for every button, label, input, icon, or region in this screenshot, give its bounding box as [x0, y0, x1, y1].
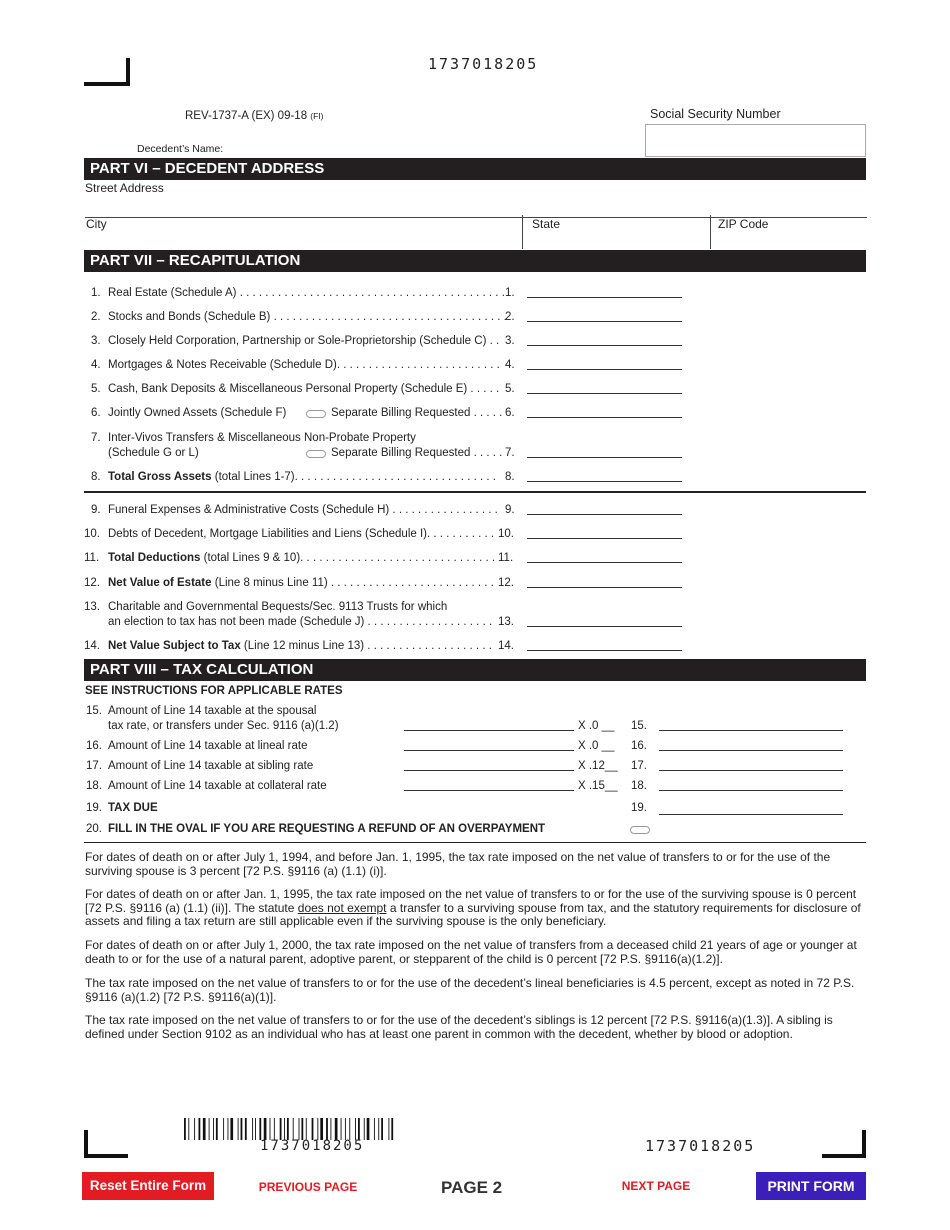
street-address-input[interactable] [85, 195, 867, 218]
barcode-bar [274, 1118, 275, 1140]
city-label: City [86, 217, 107, 231]
paragraph-2 [85, 888, 866, 929]
recap-line-ref: 8. [505, 471, 515, 483]
recap-line-text: Cash, Bank Deposits & Miscellaneous Personal Property (Schedule E) [108, 383, 468, 395]
tax-line-ref: 16. [631, 740, 647, 752]
paragraph-2-end: a transfer to a surviving spouse from tax, and the statutory requirements for disclosure of assets and filing a tax return are still applicable even if the surviving spouse is the only beneficiary. [85, 900, 861, 928]
taxable-amount-field[interactable] [404, 730, 574, 731]
recap-line-label [108, 576, 494, 590]
recap-line-bold: Total Gross Assets [108, 471, 212, 483]
barcode-bar [320, 1118, 323, 1140]
barcode-bar [364, 1118, 365, 1140]
recap-line-text: Mortgages & Notes Receivable (Schedule D) [108, 359, 337, 371]
separate-billing-label [331, 406, 502, 420]
barcode-bar [367, 1118, 370, 1140]
separate-billing-oval[interactable] [306, 410, 326, 418]
recap-line-text: Inter-Vivos Transfers & Miscellaneous Non-Probate Property [108, 432, 416, 444]
recap-amount-field[interactable] [527, 626, 682, 627]
recap-line-dots: . . . . . . . . . . . . . . . . . . . . . . . . . . [327, 577, 494, 589]
tax-line-number: 18. [86, 780, 102, 792]
tax-amount-field[interactable] [659, 790, 843, 791]
recap-line-number: 7. [91, 432, 101, 444]
recap-line-label [108, 358, 500, 372]
recap-line-text: (total Lines 9 & 10) [200, 552, 301, 564]
barcode-bar [312, 1118, 314, 1140]
tax-line-ref: 17. [631, 760, 647, 772]
form-id-suffix: (FI) [310, 111, 324, 121]
recap-line-number: 2. [91, 311, 101, 323]
tax-line-number: 16. [86, 740, 102, 752]
tax-rate-label: X .0 __ [578, 740, 615, 752]
recap-line-dots: . . . . . [467, 383, 500, 395]
recap-line-dots: . . [486, 335, 500, 347]
recap-amount-field[interactable] [527, 369, 682, 370]
recap-line-label [108, 310, 507, 324]
recap-line-bold: Total Deductions [108, 552, 201, 564]
recap-line-text: (total Lines 1-7) [211, 471, 295, 483]
recap-amount-field[interactable] [527, 514, 682, 515]
barcode-bar [209, 1118, 210, 1140]
recap-line-text-2: an election to tax has not been made (Schedule J) [108, 616, 365, 628]
barcode-bar [335, 1118, 338, 1140]
corner-mark-bottom-right [818, 1128, 868, 1160]
recap-amount-field[interactable] [527, 562, 682, 563]
form-number-bottom: 1737018205 [645, 1137, 756, 1155]
barcode-bar [194, 1118, 195, 1140]
recap-line-label [108, 286, 505, 300]
recap-line-number: 13. [84, 601, 100, 613]
barcode-bar [301, 1118, 303, 1140]
barcode-bar [349, 1118, 350, 1140]
tax-rate-label: X .12__ [578, 760, 618, 772]
taxable-amount-field[interactable] [404, 770, 574, 771]
tax-line-ref: 15. [631, 720, 647, 732]
separate-billing-label [331, 446, 502, 460]
recap-line-ref: 10. [498, 528, 514, 540]
barcode-bar [358, 1118, 360, 1140]
ssn-input[interactable] [645, 124, 866, 157]
recap-line-number: 6. [91, 407, 101, 419]
tax-rate-label: X .15__ [578, 780, 618, 792]
part8-bottom-divider [84, 842, 866, 843]
recap-line-number: 14. [84, 640, 100, 652]
barcode-bar [287, 1118, 289, 1140]
barcode-bar [238, 1118, 239, 1140]
recap-line-number: 5. [91, 383, 101, 395]
recap-line-ref: 1. [505, 287, 515, 299]
recap-amount-field[interactable] [527, 417, 682, 418]
barcode-bar [230, 1118, 233, 1140]
recap-line-dots: . . . . . [470, 407, 503, 419]
tax-line-number: 17. [86, 760, 102, 772]
recap-amount-field[interactable] [527, 457, 682, 458]
recap-line-ref: 12. [498, 577, 514, 589]
recap-line-number: 11. [84, 552, 100, 564]
corner-mark-bottom-left [82, 1128, 132, 1160]
recap-line-ref: 7. [505, 447, 515, 459]
tax-line-ref: 18. [631, 780, 647, 792]
line19-number: 19. [86, 802, 102, 814]
recap-line-label [108, 639, 492, 653]
recap-amount-field[interactable] [527, 481, 682, 482]
barcode-bar [259, 1118, 261, 1140]
recap-line-dots: . . . . . [470, 447, 503, 459]
tax-amount-field[interactable] [659, 770, 843, 771]
recap-line-label [108, 382, 499, 396]
reset-form-button[interactable]: Reset Entire Form [82, 1172, 214, 1200]
street-address-label: Street Address [85, 181, 164, 195]
barcode-bar [245, 1118, 247, 1140]
recap-line-number: 12. [84, 577, 100, 589]
recap-line-label [108, 503, 498, 517]
recap-line-ref: 11. [498, 552, 514, 564]
barcode-bar [264, 1118, 267, 1140]
barcode-bar [188, 1118, 189, 1140]
part7-header: PART VII – RECAPITULATION [84, 250, 866, 272]
barcode-bar [378, 1118, 379, 1140]
recap-line-label-2 [108, 615, 492, 629]
recap-amount-field[interactable] [527, 393, 682, 394]
line19-amount-field[interactable] [659, 814, 843, 815]
tax-amount-field[interactable] [659, 750, 843, 751]
separate-billing-oval[interactable] [306, 450, 326, 458]
part8-header: PART VIII – TAX CALCULATION [84, 659, 866, 681]
barcode-bar [326, 1118, 328, 1140]
zip-label: ZIP Code [718, 217, 769, 231]
barcode-bar [203, 1118, 206, 1140]
recap-line-label [108, 551, 495, 565]
recap-amount-field[interactable] [527, 587, 682, 588]
recap-line-text: Debts of Decedent, Mortgage Liabilities and Liens (Schedule I) [108, 528, 427, 540]
barcode-bar [381, 1118, 383, 1140]
barcode-number: 1737018205 [260, 1138, 365, 1154]
paragraph-2-start: For dates of death on or after Jan. 1, 1995, the tax rate imposed on the net value of transfers to or for the use of the surviving spouse is 0 percent [72 P.S. §9116 (a) (1.1) (ii)]. The statute [85, 887, 857, 915]
line19-ref: 19. [631, 802, 647, 814]
form-id-text: REV-1737-A (EX) 09-18 [185, 110, 308, 122]
recap-line-dots: . . . . . . . . . . . . . . . . . . . . . . . . . . . . . . . . . . . . . . . . . . [236, 287, 505, 299]
recap-line-ref: 5. [505, 383, 515, 395]
recap-line-number: 8. [91, 471, 101, 483]
barcode-bar [317, 1118, 318, 1140]
tax-line-label-2: tax rate, or transfers under Sec. 9116 (a)(1.2) [108, 720, 339, 732]
recap-line-dots: . . . . . . . . . . . . . . . . . . . . . . . . . . [336, 359, 500, 371]
line20-label: FILL IN THE OVAL IF YOU ARE REQUESTING A REFUND OF AN OVERPAYMENT [108, 823, 546, 835]
line20-number: 20. [86, 823, 102, 835]
recap-line-number: 1. [91, 287, 101, 299]
tax-line-label: Amount of Line 14 taxable at collateral rate [108, 780, 327, 792]
gross-assets-divider [84, 491, 866, 493]
barcode-bar [223, 1118, 224, 1140]
state-divider [522, 215, 523, 249]
recap-line-dots: . . . . . . . . . . . . . . . . . . . . [364, 640, 492, 652]
barcode-bar [306, 1118, 307, 1140]
recap-line-ref: 14. [498, 640, 514, 652]
recap-line-dots: . . . . . . . . . . . . . . . . . . . . . . . . . . . . . . . . [294, 471, 496, 483]
barcode-bar [280, 1118, 282, 1140]
line19-label: TAX DUE [108, 802, 158, 814]
next-page-button[interactable]: NEXT PAGE [621, 1179, 691, 1193]
part6-header: PART VI – DECEDENT ADDRESS [84, 158, 866, 180]
recap-line-ref: 2. [505, 311, 515, 323]
paragraph-3: For dates of death on or after July 1, 2000, the tax rate imposed on the net value of transfers from a deceased child 21 years of age or younger at death to or for the use of a natural parent, adoptive parent, or stepparent of the child is 0 percent [72 P.S. §9116(a)(1.2)]. [85, 938, 857, 966]
form-id [185, 110, 324, 122]
barcode-bar [388, 1118, 389, 1140]
page-label: PAGE 2 [441, 1178, 503, 1197]
tax-line-label: Amount of Line 14 taxable at lineal rate [108, 740, 308, 752]
recap-line-text: (Line 8 minus Line 11) [211, 577, 328, 589]
barcode-bar [374, 1118, 375, 1140]
recap-line-number: 3. [91, 335, 101, 347]
form-number-top: 1737018205 [428, 55, 539, 73]
recap-line-dots: . . . . . . . . . . . . . . . . . [389, 504, 498, 516]
zip-divider [710, 215, 711, 249]
recap-line-bold: Net Value of Estate [108, 577, 212, 589]
corner-mark-top-left [82, 56, 132, 88]
recap-amount-field[interactable] [527, 538, 682, 539]
recap-line-text: Charitable and Governmental Bequests/Sec. 9113 Trusts for which [108, 601, 448, 613]
paragraph-4: The tax rate imposed on the net value of transfers to or for the use of the decedent’s lineal beneficiaries is 4.5 percent, except as noted in 72 P.S. §9116 (a)(1.2) [72 P.S. §9116(a)(1)]. [85, 976, 855, 1004]
tax-line-label: Amount of Line 14 taxable at the spousal [108, 705, 317, 717]
recap-line-label [108, 527, 494, 541]
state-label: State [532, 217, 561, 231]
recap-line-label [108, 600, 447, 614]
barcode-bar [184, 1118, 186, 1140]
recap-line-dots: . . . . . . . . . . . . . . . . . . . . . . . . . . . . . . . . . . . . . [270, 311, 507, 323]
recap-line-text: Real Estate (Schedule A) [108, 287, 237, 299]
refund-oval[interactable] [630, 826, 650, 834]
barcode-bar [345, 1118, 346, 1140]
paragraph-1: For dates of death on or after July 1, 1994, and before Jan. 1, 1995, the tax rate imposed on the net value of transfers to or for the use of the surviving spouse is 3 percent [72 P.S. §9116 (a) (1.1) (i)]. [85, 850, 831, 878]
tax-rate-label: X .0 __ [578, 720, 615, 732]
barcode-bar [299, 1118, 300, 1140]
recap-line-text: (Line 12 minus Line 13) [240, 640, 365, 652]
recap-line-ref: 9. [505, 504, 515, 516]
barcode-bar [270, 1118, 271, 1140]
taxable-amount-field[interactable] [404, 790, 574, 791]
recap-line-text: Stocks and Bonds (Schedule B) [108, 311, 271, 323]
recap-line-number: 10. [84, 528, 100, 540]
recap-line-ref: 6. [505, 407, 515, 419]
barcode-bar [293, 1118, 294, 1140]
recap-amount-field[interactable] [527, 297, 682, 298]
barcode-bar [228, 1118, 229, 1140]
barcode-bar [213, 1118, 214, 1140]
recap-line-number: 4. [91, 359, 101, 371]
taxable-amount-field[interactable] [404, 750, 574, 751]
recap-line-dots: . . . . . . . . . . . [427, 528, 495, 540]
recap-line-ref: 3. [505, 335, 515, 347]
paragraph-5: The tax rate imposed on the net value of transfers to or for the use of the decedent’s siblings is 12 percent [72 P.S. §9116(a)(1.3)]. A sibling is defined under Section 9102 as an individual who has at least one parent in common with the decedent, whether by blood or adoption. [85, 1013, 833, 1041]
barcode-bar [284, 1118, 285, 1140]
barcode-bar [391, 1118, 393, 1140]
recap-amount-field[interactable] [527, 650, 682, 651]
barcode-bar [252, 1118, 253, 1140]
separate-billing-text: Separate Billing Requested [331, 407, 471, 419]
barcode-bar [216, 1118, 218, 1140]
barcode-bar [255, 1118, 256, 1140]
barcode-bar [199, 1118, 201, 1140]
recap-line-dots: . . . . . . . . . . . . . . . . . . . . [364, 616, 493, 628]
recap-line-text-2: (Schedule G or L) [108, 447, 199, 459]
recap-line-bold: Net Value Subject to Tax [108, 640, 241, 652]
recap-line-ref: 13. [498, 616, 514, 628]
rates-instructions: SEE INSTRUCTIONS FOR APPLICABLE RATES [85, 685, 343, 697]
recap-line-label-2 [108, 446, 199, 460]
recap-line-label [108, 470, 496, 484]
recap-line-number: 9. [91, 504, 101, 516]
recap-amount-field[interactable] [527, 321, 682, 322]
recap-amount-field[interactable] [527, 345, 682, 346]
recap-line-text: Closely Held Corporation, Partnership or Sole-Proprietorship (Schedule C) [108, 335, 487, 347]
tax-line-label: Amount of Line 14 taxable at sibling rate [108, 760, 314, 772]
recap-line-label [108, 431, 416, 445]
decedent-name-label: Decedent’s Name: [137, 143, 224, 155]
recap-line-text: Jointly Owned Assets (Schedule F) [108, 407, 287, 419]
recap-line-label [108, 406, 286, 420]
barcode-bar [241, 1118, 243, 1140]
tax-amount-field[interactable] [659, 730, 843, 731]
recap-line-label [108, 334, 499, 348]
previous-page-button[interactable]: PREVIOUS PAGE [258, 1180, 358, 1194]
paragraph-2-underlined: does not exempt [297, 900, 387, 915]
print-form-button[interactable]: PRINT FORM [756, 1172, 866, 1200]
barcode-bar [355, 1118, 356, 1140]
tax-line-number: 15. [86, 705, 102, 717]
barcode-bar [330, 1118, 331, 1140]
recap-line-ref: 4. [505, 359, 515, 371]
separate-billing-text: Separate Billing Requested [331, 447, 471, 459]
ssn-label: Social Security Number [650, 107, 781, 121]
recap-line-text: Funeral Expenses & Administrative Costs (Schedule H) [108, 504, 390, 516]
recap-line-dots: . . . . . . . . . . . . . . . . . . . . . . . . . . . . . . . [300, 552, 496, 564]
barcode-bar [341, 1118, 342, 1140]
